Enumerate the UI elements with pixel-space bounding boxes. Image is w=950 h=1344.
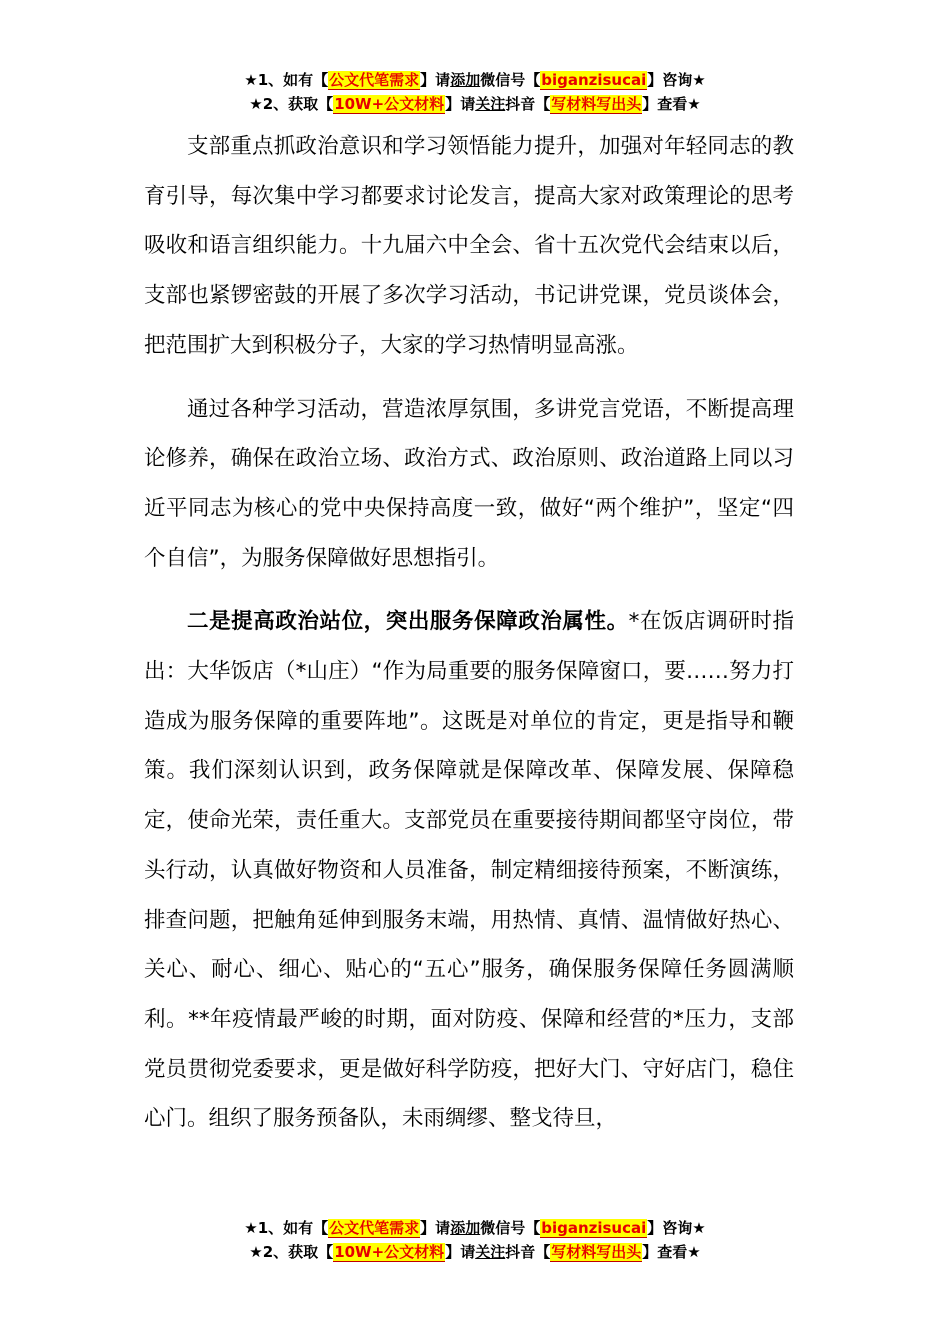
header-line-2-text: 抖音【 bbox=[505, 95, 551, 113]
footer-line-1-underlined: 添加 bbox=[450, 1219, 481, 1237]
paragraph-3 bbox=[144, 597, 794, 1144]
paragraph-3-text: *在饭店调研时指出：大华饭店（*山庄）“作为局重要的服务保障窗口，要……努力打造成为服务保障的重要阵地”。这既是对单位的肯定，更是指导和鞭策。我们深刻认识到，政务保障就是保障改革、保障发展、保障稳定，使命光荣，责任重大。支部党员在重要接待期间都坚守岗位，带头行动，认真做好物资和人员准备，制定精细接待预案，不断演练，排查问题，把触角延伸到服务末端，用热情、真情、温情做好热心、关心、耐心、细心、贴心的“五心”服务，确保服务保障任务圆满顺利。**年疫情最严峻的时期，面对防疫、保障和经营的*压力，支部党员贯彻党委要求，更是做好科学防疫，把好大门、守好店门，稳住心门。组织了服务预备队，未雨绸缪、整戈待旦， bbox=[144, 609, 794, 1132]
header-line-1 bbox=[0, 68, 950, 92]
header-line-1-text: ★1、如有【 bbox=[244, 71, 329, 89]
paragraph-1: 支部重点抓政治意识和学习领悟能力提升，加强对年轻同志的教育引导，每次集中学习都要求讨论发言，提高大家对政策理论的思考吸收和语言组织能力。十九届六中全会、省十五次党代会结束以后，支部也紧锣密鼓的开展了多次学习活动，书记讲党课，党员谈体会，把范围扩大到积极分子，大家的学习热情明显高涨。 bbox=[144, 134, 794, 358]
footer-line-1 bbox=[0, 1216, 950, 1240]
paragraph-3-heading: 二是提高政治站位，突出服务保障政治属性。 bbox=[187, 609, 629, 635]
header-line-1-text: 】请 bbox=[420, 71, 451, 89]
header-line-2-text: 】查看★ bbox=[642, 95, 701, 113]
highlight-wechat-id: biganzisucai bbox=[541, 1219, 647, 1237]
document-body bbox=[144, 122, 794, 1144]
header-line-1-underlined: 添加 bbox=[450, 71, 481, 89]
highlight-douyin-account: 写材料写出头 bbox=[551, 95, 642, 113]
footer-banner bbox=[0, 1216, 950, 1264]
footer-line-2-text: 】请 bbox=[445, 1243, 476, 1261]
footer-line-2-underlined: 关注 bbox=[475, 1243, 506, 1261]
highlight-douyin-account: 写材料写出头 bbox=[551, 1243, 642, 1261]
highlight-writing-service: 公文代笔需求 bbox=[329, 1219, 420, 1237]
header-line-2 bbox=[0, 92, 950, 116]
header-banner bbox=[0, 68, 950, 116]
footer-line-2-text: ★2、获取【 bbox=[249, 1243, 334, 1261]
paragraph-2: 通过各种学习活动，营造浓厚氛围，多讲党言党语，不断提高理论修养，确保在政治立场、政治方式、政治原则、政治道路上同以习近平同志为核心的党中央保持高度一致，做好“两个维护”，坚定“四个自信”，为服务保障做好思想指引。 bbox=[144, 396, 794, 571]
footer-line-2 bbox=[0, 1240, 950, 1264]
highlight-materials: 10W+公文材料 bbox=[334, 95, 445, 113]
highlight-writing-service: 公文代笔需求 bbox=[329, 71, 420, 89]
footer-line-1-text: 】咨询★ bbox=[647, 1219, 706, 1237]
footer-line-2-text: 】查看★ bbox=[642, 1243, 701, 1261]
highlight-wechat-id: biganzisucai bbox=[541, 71, 647, 89]
header-line-1-text: 】咨询★ bbox=[647, 71, 706, 89]
footer-line-1-text: 微信号【 bbox=[480, 1219, 541, 1237]
footer-line-2-text: 抖音【 bbox=[505, 1243, 551, 1261]
header-line-2-underlined: 关注 bbox=[475, 95, 506, 113]
header-line-2-text: 】请 bbox=[445, 95, 476, 113]
footer-line-1-text: 】请 bbox=[420, 1219, 451, 1237]
highlight-materials: 10W+公文材料 bbox=[334, 1243, 445, 1261]
header-line-1-text: 微信号【 bbox=[480, 71, 541, 89]
header-line-2-text: ★2、获取【 bbox=[249, 95, 334, 113]
footer-line-1-text: ★1、如有【 bbox=[244, 1219, 329, 1237]
